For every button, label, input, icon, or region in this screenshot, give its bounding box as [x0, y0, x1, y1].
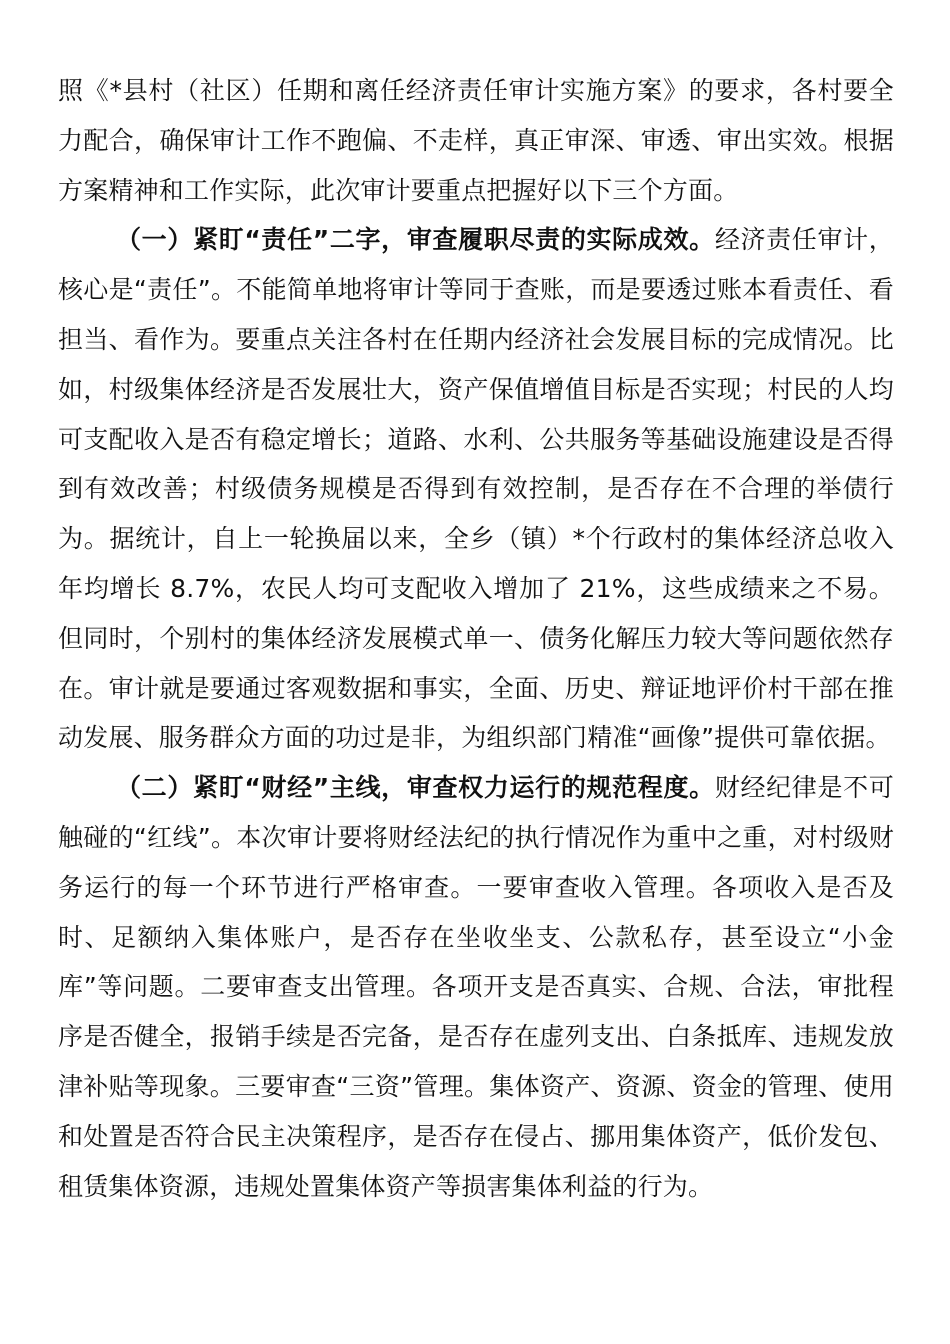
document-page [58, 66, 894, 1211]
paragraph-section-2 [58, 763, 894, 1211]
section-1-body: 经济责任审计，核心是“责任”。不能简单地将审计等同于查账，而是要透过账本看责任、看担当、看作为。要重点关注各村在任期内经济社会发展目标的完成情况。比如，村级集体经济是否发展壮大，资产保值增值目标是否实现；村民的人均可支配收入是否有稳定增长；道路、水利、公共服务等基础设施建设是否得到有效改善；村级债务规模是否得到有效控制，是否存在不合理的举债行为。据统计，自上一轮换届以来，全乡（镇）*个行政村的集体经济总收入年均增长 8.7%，农民人均可支配收入增加了 21%，这些成绩来之不易。但同时，个别村的集体经济发展模式单一、债务化解压力较大等问题依然存在。审计就是要通过客观数据和事实，全面、历史、辩证地评价村干部在推动发展、服务群众方面的功过是非，为组织部门精准“画像”提供可靠依据。 [58, 225, 894, 753]
paragraph-section-1 [58, 215, 894, 763]
section-2-heading: （二）紧盯“财经”主线，审查权力运行的规范程度。 [116, 773, 715, 803]
section-1-heading: （一）紧盯“责任”二字，审查履职尽责的实际成效。 [116, 225, 715, 255]
section-2-body: 财经纪律是不可触碰的“红线”。本次审计要将财经法纪的执行情况作为重中之重，对村级财务运行的每一个环节进行严格审查。一要审查收入管理。各项收入是否及时、足额纳入集体账户，是否存在坐收坐支、公款私存，甚至设立“小金库”等问题。二要审查支出管理。各项开支是否真实、合规、合法，审批程序是否健全，报销手续是否完备，是否存在虚列支出、白条抵库、违规发放津补贴等现象。三要审查“三资”管理。集体资产、资源、资金的管理、使用和处置是否符合民主决策程序，是否存在侵占、挪用集体资产，低价发包、租赁集体资源，违规处置集体资产等损害集体利益的行为。 [58, 773, 894, 1201]
paragraph-intro [58, 66, 894, 215]
paragraph-intro-body: 照《*县村（社区）任期和离任经济责任审计实施方案》的要求，各村要全力配合，确保审计工作不跑偏、不走样，真正审深、审透、审出实效。根据方案精神和工作实际，此次审计要重点把握好以下三个方面。 [58, 76, 894, 205]
